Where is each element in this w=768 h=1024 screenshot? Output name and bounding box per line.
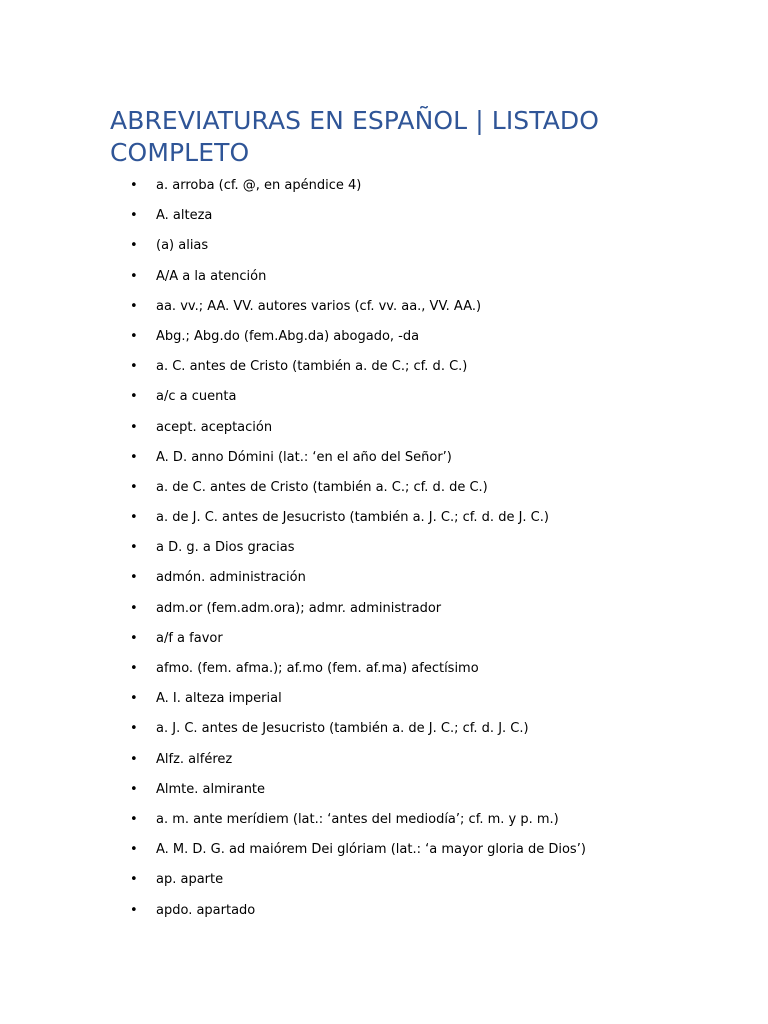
list-item-text: a/c a cuenta xyxy=(156,389,237,405)
bullet-icon: • xyxy=(130,570,138,586)
bullet-icon: • xyxy=(130,811,138,827)
list-item-text: admón. administración xyxy=(156,570,306,586)
list-item-text: a/f a favor xyxy=(156,630,223,646)
list-item-text: a D. g. a Dios gracias xyxy=(156,540,295,556)
bullet-icon: • xyxy=(130,721,138,737)
list-item-text: A. D. anno Dómini (lat.: ‘en el año del Señor’) xyxy=(156,449,452,465)
list-item xyxy=(110,538,730,568)
list-item xyxy=(110,357,730,387)
list-item-text: (a) alias xyxy=(156,238,209,254)
bullet-icon: • xyxy=(130,902,138,918)
list-item xyxy=(110,659,730,689)
list-item xyxy=(110,508,730,538)
list-item xyxy=(110,629,730,659)
bullet-icon: • xyxy=(130,389,138,405)
list-item xyxy=(110,810,730,840)
list-item-text: a. arroba (cf. @, en apéndice 4) xyxy=(156,178,362,193)
bullet-icon: • xyxy=(130,359,138,375)
list-item-text: a. C. antes de Cristo (también a. de C.; cf. d. C.) xyxy=(156,359,468,375)
list-item xyxy=(110,478,730,508)
list-item-text: A/A a la atención xyxy=(156,268,267,284)
bullet-icon: • xyxy=(130,238,138,254)
list-item xyxy=(110,568,730,598)
list-item xyxy=(110,327,730,357)
list-item xyxy=(110,267,730,297)
list-item-text: A. M. D. G. ad maiórem Dei glóriam (lat.: ‘a mayor gloria de Dios’) xyxy=(156,842,586,858)
bullet-icon: • xyxy=(130,328,138,344)
bullet-icon: • xyxy=(130,208,138,224)
bullet-icon: • xyxy=(130,781,138,797)
bullet-icon: • xyxy=(130,842,138,858)
list-item-text: apdo. apartado xyxy=(156,902,256,918)
bullet-icon: • xyxy=(130,630,138,646)
list-item xyxy=(110,750,730,780)
list-item-text: afmo. (fem. afma.); af.mo (fem. af.ma) afectísimo xyxy=(156,661,479,676)
list-item xyxy=(110,719,730,749)
list-item xyxy=(110,448,730,478)
bullet-icon: • xyxy=(130,600,138,616)
list-item xyxy=(110,418,730,448)
list-item xyxy=(110,689,730,719)
bullet-icon: • xyxy=(130,449,138,465)
list-item-text: a. J. C. antes de Jesucristo (también a. de J. C.; cf. d. J. C.) xyxy=(156,721,529,737)
list-item xyxy=(110,840,730,870)
bullet-icon: • xyxy=(130,178,138,193)
list-item-text: acept. aceptación xyxy=(156,419,273,435)
bullet-icon: • xyxy=(130,661,138,676)
bullet-icon: • xyxy=(130,751,138,767)
list-item-text: a. m. ante merídiem (lat.: ‘antes del mediodía’; cf. m. y p. m.) xyxy=(156,811,559,827)
bullet-icon: • xyxy=(130,540,138,556)
list-item xyxy=(110,870,730,900)
list-item-text: A. alteza xyxy=(156,208,213,224)
list-item xyxy=(110,599,730,629)
document-title: ABREVIATURAS EN ESPAÑOL | LISTADO COMPLETO xyxy=(110,106,600,167)
bullet-icon: • xyxy=(130,510,138,526)
list-item-text: Almte. almirante xyxy=(156,781,266,797)
list-item-text: A. I. alteza imperial xyxy=(156,691,282,707)
list-item xyxy=(110,387,730,417)
list-item xyxy=(110,206,730,236)
list-item-text: adm.or (fem.adm.ora); admr. administrador xyxy=(156,600,442,616)
list-item-text: aa. vv.; AA. VV. autores varios (cf. vv. aa., VV. AA.) xyxy=(156,298,482,314)
list-item xyxy=(110,236,730,266)
list-item-text: Alfz. alférez xyxy=(156,751,233,767)
list-item-text: a. de C. antes de Cristo (también a. C.; cf. d. de C.) xyxy=(156,479,488,495)
bullet-icon: • xyxy=(130,419,138,435)
list-item-text: a. de J. C. antes de Jesucristo (también a. J. C.; cf. d. de J. C.) xyxy=(156,510,549,526)
bullet-icon: • xyxy=(130,268,138,284)
bullet-icon: • xyxy=(130,872,138,888)
list-item xyxy=(110,901,730,931)
list-item-text: Abg.; Abg.do (fem.Abg.da) abogado, -da xyxy=(156,328,420,344)
abbreviation-list xyxy=(110,176,730,931)
list-item xyxy=(110,780,730,810)
list-item xyxy=(110,297,730,327)
list-item xyxy=(110,176,730,206)
bullet-icon: • xyxy=(130,691,138,707)
list-item-text: ap. aparte xyxy=(156,872,224,888)
bullet-icon: • xyxy=(130,298,138,314)
bullet-icon: • xyxy=(130,479,138,495)
